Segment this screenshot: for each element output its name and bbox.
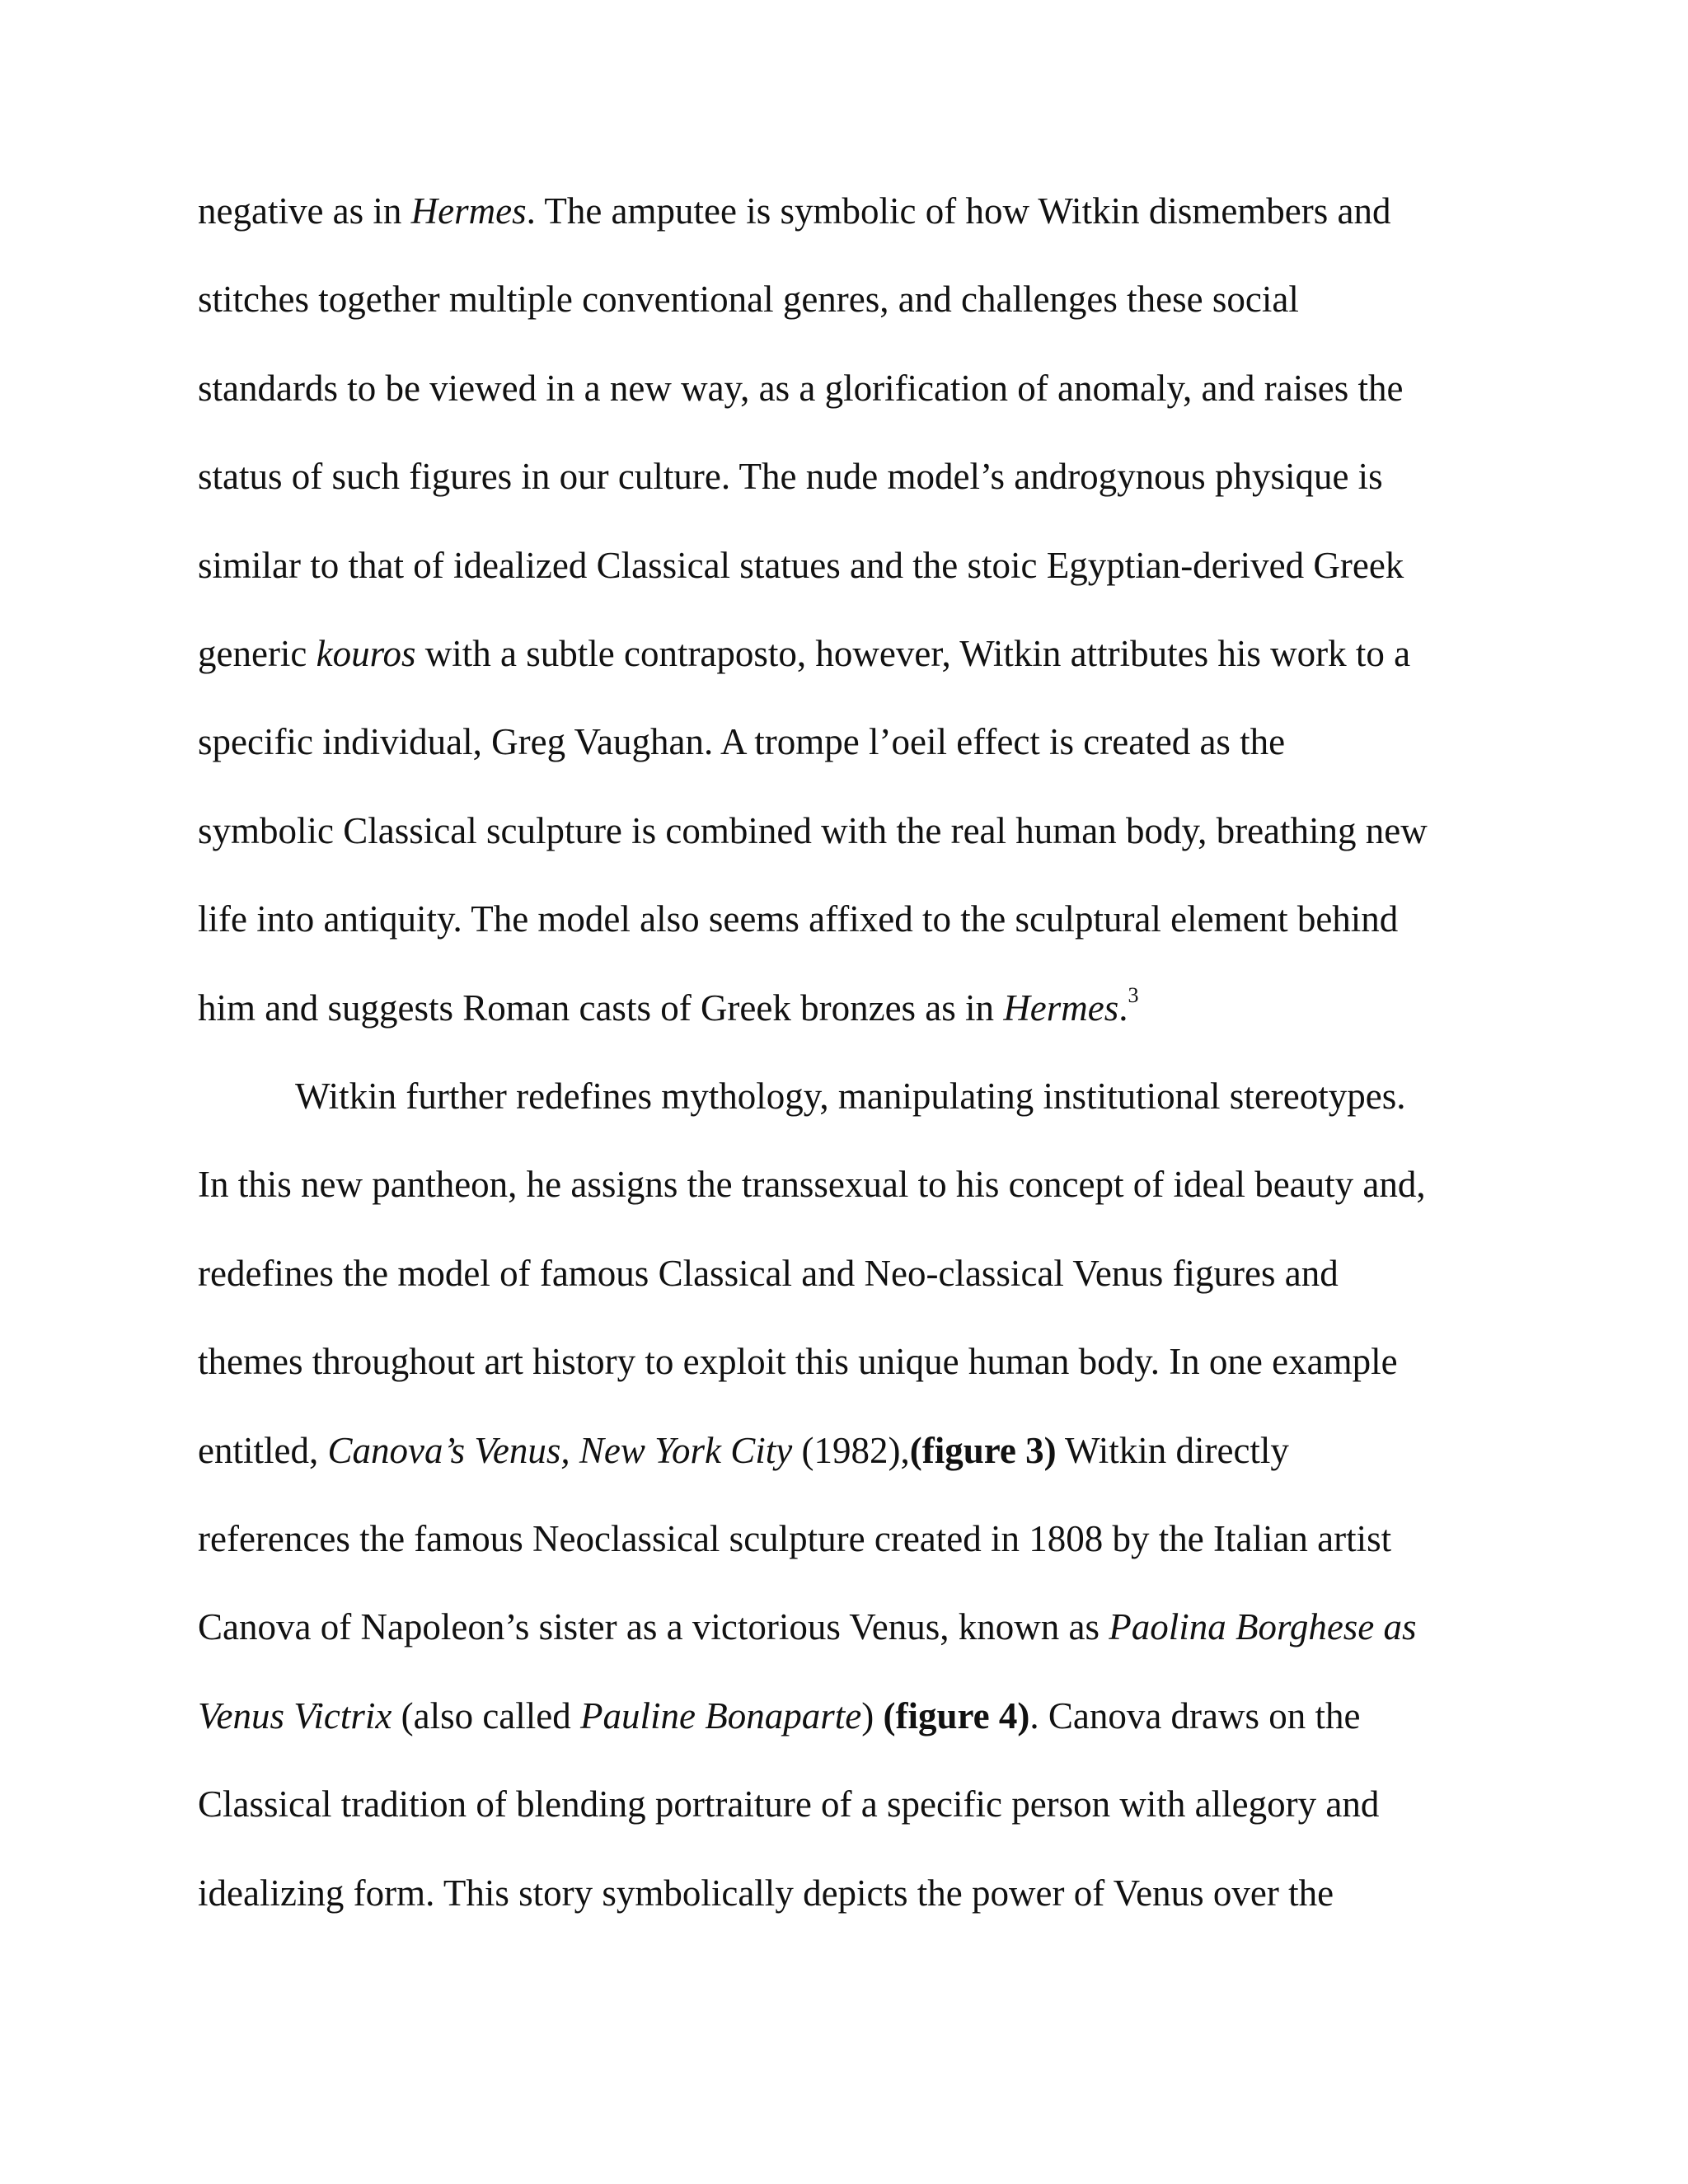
text-line [295, 1073, 1406, 1119]
text-span: themes throughout art history to exploit this unique human body. In one example [198, 1341, 1398, 1382]
text-span: (1982), [792, 1430, 910, 1471]
text-line [198, 1870, 1334, 1916]
text-span: symbolic Classical sculpture is combined with the real human body, breathing new [198, 810, 1428, 851]
text-span: specific individual, Greg Vaughan. A trompe l’oeil effect is created as the [198, 721, 1286, 762]
text-span: life into antiquity. The model also seems affixed to the sculptural element behind [198, 898, 1399, 940]
text-line [198, 453, 1383, 499]
italic-text: Pauline Bonaparte [580, 1695, 862, 1736]
text-line [198, 1161, 1426, 1207]
text-line [198, 1604, 1417, 1650]
italic-text: kouros [316, 633, 416, 674]
italic-text: Venus Victrix [198, 1695, 392, 1736]
text-line [198, 542, 1404, 588]
text-line [198, 1338, 1398, 1385]
text-span: . The amputee is symbolic of how Witkin dismembers and [526, 190, 1391, 232]
footnote-marker: 3 [1128, 983, 1139, 1007]
text-line [198, 719, 1285, 765]
text-span: generic [198, 633, 316, 674]
text-line [198, 1427, 1289, 1474]
text-span: (also called [392, 1695, 581, 1736]
text-line [198, 1516, 1391, 1562]
text-line [198, 630, 1410, 677]
text-span: references the famous Neoclassical sculpture created in 1808 by the Italian artist [198, 1518, 1392, 1559]
text-line [198, 1693, 1361, 1739]
text-line [198, 1250, 1339, 1296]
italic-text: Paolina Borghese as [1109, 1606, 1417, 1647]
text-span: him and suggests Roman casts of Greek bronzes as in [198, 987, 1004, 1029]
text-span: idealizing form. This story symbolically depicts the power of Venus over the [198, 1872, 1334, 1914]
text-line [198, 188, 1391, 234]
text-span: with a subtle contraposto, however, Witkin attributes his work to a [415, 633, 1411, 674]
text-span: Witkin directly [1056, 1430, 1289, 1471]
text-span: In this new pantheon, he assigns the transsexual to his concept of ideal beauty and, [198, 1164, 1426, 1205]
text-line [198, 365, 1403, 411]
figure-reference: (figure 4) [883, 1695, 1030, 1736]
text-span: Canova of Napoleon’s sister as a victorious Venus, known as [198, 1606, 1109, 1647]
text-span: entitled, [198, 1430, 328, 1471]
text-span: . [1118, 987, 1128, 1029]
text-span: negative as in [198, 190, 411, 232]
text-span: Witkin further redefines mythology, manipulating institutional stereotypes. [295, 1076, 1406, 1117]
text-span: standards to be viewed in a new way, as a glorification of anomaly, and raises the [198, 368, 1404, 409]
text-span: Classical tradition of blending portraiture of a specific person with allegory and [198, 1783, 1380, 1825]
text-span: . Canova draws on the [1029, 1695, 1361, 1736]
text-span: status of such figures in our culture. The nude model’s androgynous physique is [198, 456, 1383, 497]
italic-text: Canova’s Venus, New York City [327, 1430, 793, 1471]
text-line [198, 808, 1428, 854]
italic-text: Hermes [410, 190, 527, 232]
text-span: stitches together multiple conventional genres, and challenges these social [198, 279, 1299, 320]
text-line [198, 1781, 1379, 1827]
text-line [198, 276, 1299, 322]
italic-text: Hermes [1003, 987, 1119, 1029]
figure-reference: (figure 3) [909, 1430, 1057, 1471]
text-span: redefines the model of famous Classical and Neo-classical Venus figures and [198, 1253, 1339, 1294]
text-line [198, 896, 1398, 942]
text-span: similar to that of idealized Classical statues and the stoic Egyptian-derived Greek [198, 545, 1404, 586]
text-span: ) [861, 1695, 884, 1736]
text-line [198, 985, 1139, 1031]
